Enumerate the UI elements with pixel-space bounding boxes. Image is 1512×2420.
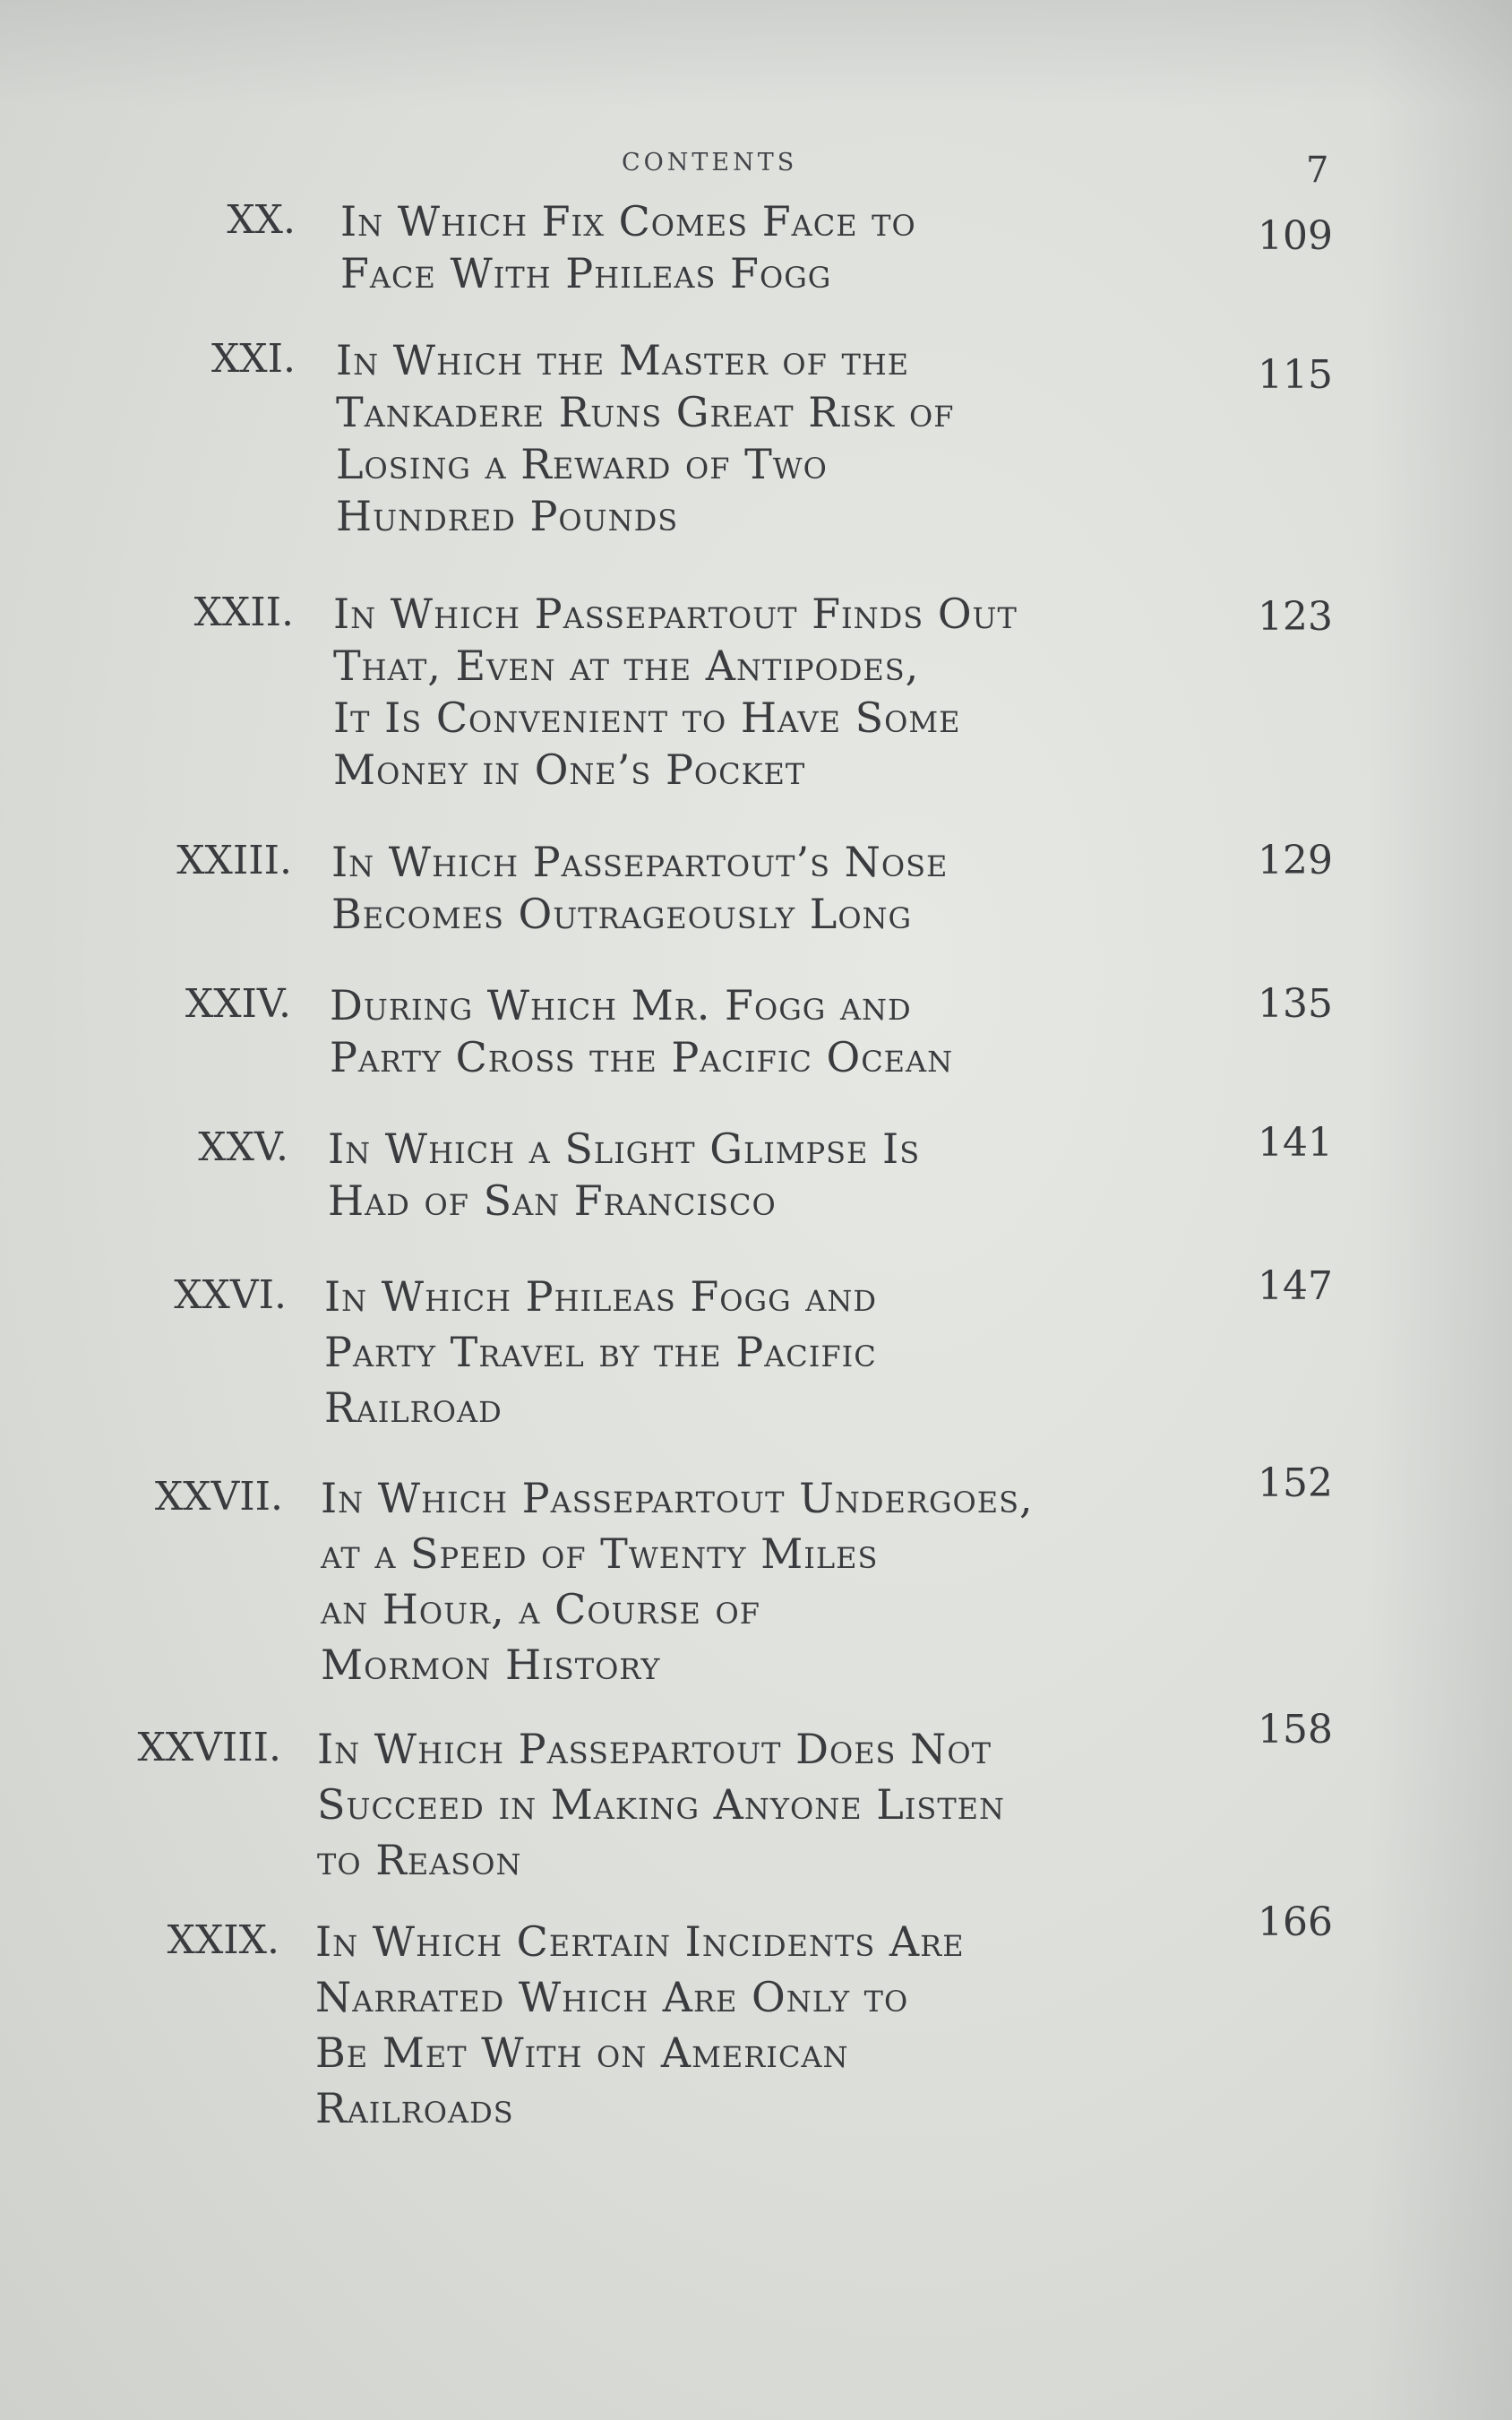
page-title: contents	[622, 139, 798, 178]
chapter-title-line: Had of San Francisco	[328, 1176, 777, 1225]
page-shadow-right	[1369, 0, 1512, 2420]
chapter-numeral: XXVI.	[174, 1272, 287, 1318]
chapter-title-line: Party Cross the Pacific Ocean	[330, 1033, 954, 1081]
chapter-title-line: Becomes Outrageously Long	[331, 890, 913, 938]
chapter-title-line: In Which Phileas Fogg and	[324, 1272, 878, 1321]
chapter-title-line: Railroads	[315, 2084, 514, 2132]
chapter-page-number: 129	[1258, 838, 1333, 883]
chapter-title-line: During Which Mr. Fogg and	[330, 981, 912, 1029]
chapter-title-line: In Which Passepartout Finds Out	[333, 590, 1018, 638]
chapter-page-number: 135	[1258, 981, 1333, 1027]
chapter-title-line: In Which Passepartout’s Nose	[331, 838, 949, 886]
chapter-numeral: XXVII.	[154, 1474, 283, 1520]
chapter-title-line: Hundred Pounds	[336, 492, 679, 540]
chapter-title-line: In Which a Slight Glimpse Is	[328, 1124, 921, 1173]
chapter-page-number: 115	[1258, 352, 1333, 398]
chapter-title-line: In Which Passepartout Does Not	[317, 1725, 992, 1773]
page-shadow-top	[0, 0, 1512, 108]
chapter-title-line: Mormon History	[321, 1641, 661, 1689]
chapter-title-line: Face With Phileas Fogg	[340, 249, 832, 297]
chapter-numeral: XXII.	[193, 590, 294, 635]
chapter-title-line: Money in One’s Pocket	[333, 745, 806, 794]
chapter-title-line: Railroad	[324, 1383, 503, 1432]
chapter-numeral: XXVIII.	[137, 1725, 281, 1770]
chapter-title-line: Succeed in Making Anyone Listen	[317, 1780, 1006, 1829]
chapter-numeral: XXV.	[198, 1124, 288, 1170]
chapter-numeral: XXI.	[210, 336, 296, 382]
chapter-title-line: Party Travel by the Pacific	[324, 1328, 877, 1376]
chapter-title-line: In Which Passepartout Undergoes,	[321, 1474, 1034, 1522]
chapter-title-line: In Which Fix Comes Face to	[340, 197, 916, 245]
chapter-page-number: 109	[1258, 213, 1333, 259]
chapter-title-line: In Which the Master of the	[336, 336, 910, 384]
chapter-page-number: 166	[1258, 1899, 1333, 1945]
chapter-numeral: XXIV.	[185, 981, 291, 1027]
chapter-title-line: at a Speed of Twenty Miles	[321, 1529, 879, 1578]
chapter-title-line: to Reason	[317, 1836, 522, 1884]
chapter-title-line: Be Met With on American	[315, 2028, 849, 2077]
chapter-numeral: XX.	[227, 197, 296, 243]
page-header	[0, 139, 1469, 191]
header-page-number: 7	[1306, 150, 1329, 191]
chapter-title-line: In Which Certain Incidents Are	[315, 1917, 965, 1966]
chapter-page-number: 141	[1258, 1120, 1333, 1166]
chapter-page-number: 123	[1258, 594, 1333, 640]
chapter-numeral: XXIX.	[167, 1917, 279, 1963]
chapter-title-line: an Hour, a Course of	[321, 1585, 760, 1633]
chapter-title-line: That, Even at the Antipodes,	[333, 642, 920, 690]
chapter-title-line: Losing a Reward of Two	[336, 440, 828, 488]
chapter-title-line: It Is Convenient to Have Some	[333, 693, 961, 742]
chapter-numeral: XXIII.	[176, 838, 292, 883]
chapter-page-number: 152	[1258, 1460, 1333, 1506]
chapter-title-line: Narrated Which Are Only to	[315, 1973, 909, 2021]
chapter-title-line: Tankadere Runs Great Risk of	[336, 388, 955, 436]
chapter-page-number: 147	[1258, 1263, 1333, 1309]
chapter-page-number: 158	[1258, 1707, 1333, 1753]
